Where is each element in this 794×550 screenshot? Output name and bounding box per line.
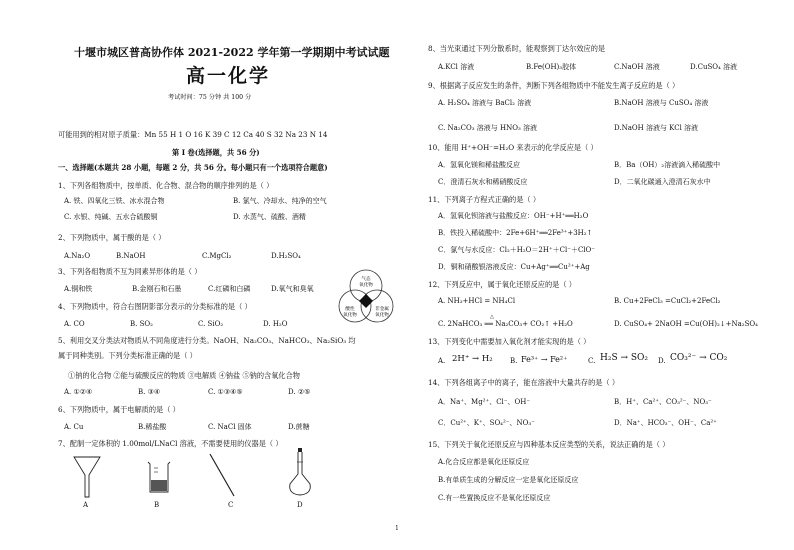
q12-stem: 12、下列反应中，属于氧化还原反应的是（ ） xyxy=(428,280,576,289)
q12-option-a: A. NH₃+HCl = NH₄Cl xyxy=(438,297,516,305)
venn-label-left-2: 氧化物 xyxy=(343,313,357,318)
q3-option-b: B.金刚石和石墨 xyxy=(132,285,182,293)
q7-stem: 7、配制一定体积的 1.00mol/LNaCl 溶液，不需要使用的仪器是（ ） xyxy=(58,439,283,448)
q10-option-c: C．澄清石灰水和稀硝酸反应 xyxy=(438,178,528,186)
q11-option-b: B．铁投入稀硫酸中：2Fe+6H⁺══2Fe³⁺+3H₂↑ xyxy=(438,229,593,237)
q9-option-a: A. H₂SO₄ 溶液与 BaCl₂ 溶液 xyxy=(438,99,532,107)
q9-stem: 9、根据离子反应发生的条件，判断下列各组物质中不能发生离子反应的是（ ） xyxy=(428,81,680,90)
funnel-icon xyxy=(72,455,102,499)
volumetric-flask-icon xyxy=(286,446,314,498)
q1-option-b: B. 氯气、冷却水、纯净的空气 xyxy=(233,197,327,205)
q5-items: ①钠的化合物 ②能与硫酸反应的物质 ③电解质 ④钠盐 ⑤钠的含氧化合物 xyxy=(68,371,300,380)
q14-stem: 14、下列各组离子中的离子，能在溶液中大量共存的是（ ） xyxy=(428,378,620,387)
q4-option-c: C. SiO₂ xyxy=(198,320,224,328)
q6-stem: 6、下列物质中，属于电解质的是（ ） xyxy=(58,405,180,414)
q6-option-d: D.蔗糖 xyxy=(288,423,310,431)
q13-option-b: B. xyxy=(510,357,518,365)
q13-option-c: C. xyxy=(588,357,596,365)
q13-option-a-equation: 2H⁺ → H₂ xyxy=(452,354,493,364)
venn-label-top-2: 氧化物 xyxy=(359,283,373,288)
q3-option-a: A.铜和铁 xyxy=(64,285,93,293)
page-number: 1 xyxy=(395,525,399,532)
q13-option-d-equation: CO₃²⁻ → CO₂ xyxy=(670,353,728,363)
q1-option-c: C. 水银、纯碱、五水合硫酸铜 xyxy=(64,213,158,221)
q5-stem-line2: 属于同种类别。下列分类标准正确的是（ ） xyxy=(58,351,197,360)
q14-option-d: D．Na⁺、HCO₃⁻、OH⁻、Ca²⁺ xyxy=(614,419,717,427)
q5-stem-line1: 5、利用交叉分类法对物质从不同角度进行分类。NaOH、Na₂CO₃、NaHCO₃、Na₂SiO₃ 均 xyxy=(58,336,356,345)
q3-option-c: C.红磷和白磷 xyxy=(208,285,251,293)
q8-option-b: B.Fe(OH)₃胶体 xyxy=(526,63,577,71)
q7-option-b: B xyxy=(154,501,160,509)
section-heading: 第 I 卷(选择题，共 56 分) xyxy=(172,148,260,157)
q1-option-a: A. 铁、四氧化三铁、冰水混合物 xyxy=(64,197,165,205)
q7-option-a: A xyxy=(83,501,89,509)
q7-option-c: C xyxy=(228,501,234,509)
q6-option-c: C. NaCl 固体 xyxy=(208,423,252,431)
q4-option-d: D. H₂O xyxy=(263,320,288,328)
q10-option-d: D．二氧化碳通入澄清石灰水中 xyxy=(614,178,711,186)
atomic-masses: 可能用到的相对原子质量：Mn 55 H 1 O 16 K 39 C 12 Ca 40 S 32 Na 23 N 14 xyxy=(58,130,328,139)
glass-rod-icon xyxy=(208,452,238,498)
beaker-icon xyxy=(146,460,172,494)
q9-option-d: D.NaOH 溶液与 KCl 溶液 xyxy=(614,124,699,132)
q13-stem: 13、下列变化中需要加入氧化剂才能实现的是（ ） xyxy=(428,337,591,346)
q2-option-a: A.Na₂O xyxy=(64,252,91,260)
q1-option-d: D. 水蒸气、硫酸、酒精 xyxy=(233,213,306,221)
q5-option-b: B. ③④ xyxy=(138,388,161,396)
q2-option-d: D.H₂SO₄ xyxy=(271,252,301,260)
q13-option-b-equation: Fe³⁺ → Fe²⁺ xyxy=(521,355,568,364)
q8-option-d: D.CuSO₄ 溶液 xyxy=(690,63,738,71)
subject-title: 高一化学 xyxy=(186,65,271,87)
q12-option-d: D. CuSO₄+ 2NaOH =Cu(OH)₂↓+Na₂SO₄ xyxy=(614,320,758,328)
q2-option-b: B.NaOH xyxy=(116,252,146,260)
q14-option-a: A．Na⁺、Mg²⁺、Cl⁻、OH⁻ xyxy=(438,398,531,406)
q3-stem: 3、下列各组物质不互为同素异形体的是（ ） xyxy=(58,267,202,276)
q8-option-a: A.KCl 溶液 xyxy=(438,63,475,71)
exam-info: 考试时间：75 分钟 共 100 分 xyxy=(168,94,252,101)
q4-stem: 4、下列物质中，符合右图阴影部分表示的分类标准的是（ ） xyxy=(58,302,252,311)
q11-option-a: A．氢氧化钡溶液与盐酸反应：OH⁻+H⁺══H₂O xyxy=(438,212,589,220)
q10-option-b: B．Ba（OH）₂溶液滴入稀硫酸中 xyxy=(614,161,721,169)
q11-option-d: D．铜和硝酸银溶液反应：Cu+Ag⁺══Cu²⁺+Ag xyxy=(438,263,590,271)
q14-option-b: B．H⁺、Ca²⁺、CO₃²⁻、NO₃⁻ xyxy=(614,398,712,406)
exam-title: 十堰市城区普高协作体 2021-2022 学年第一学期期中考试试题 xyxy=(74,46,390,59)
q15-option-c: C.有一些置换反应不是氧化还原反应 xyxy=(438,494,551,502)
q15-stem: 15、下列关于氧化还原反应与四种基本反应类型的关系，说法正确的是（ ） xyxy=(428,440,670,449)
q5-option-d: D. ②⑤ xyxy=(288,388,311,396)
q4-option-a: A. CO xyxy=(64,320,85,328)
q2-option-c: C.MgCl₂ xyxy=(202,252,232,260)
q10-stem: 10、能用 H⁺+OH⁻=H₂O 来表示的化学反应是（ ） xyxy=(428,143,598,152)
venn-label-left-1: 酸性 xyxy=(345,307,355,312)
q12-option-b: B. Cu+2FeCl₃ =CuCl₂+2FeCl₂ xyxy=(614,297,721,305)
venn-label-right-1: 非金属 xyxy=(375,307,389,312)
q15-option-a: A.化合反应都是氧化还原反应 xyxy=(438,458,530,466)
q2-stem: 2、下列物质中，属于酸的是（ ） xyxy=(58,233,166,242)
q15-option-b: B.有单质生成的分解反应一定是氧化还原反应 xyxy=(438,476,579,484)
q8-stem: 8、当光束通过下列分散系时，能观察到丁达尔效应的是 xyxy=(428,44,606,53)
q4-option-b: B. SO₂ xyxy=(130,320,153,328)
q6-option-b: B.稀盐酸 xyxy=(138,423,167,431)
venn-label-top-1: 气态 xyxy=(361,277,371,282)
q9-option-c: C. Na₂CO₃ 溶液与 HNO₃ 溶液 xyxy=(438,124,538,132)
q10-option-a: A．氢氧化镁和稀盐酸反应 xyxy=(438,161,521,169)
q1-stem: 1、下列各组物质中，按单质、化合物、混合物的顺序排列的是（ ） xyxy=(58,181,274,190)
part-instructions: 一、选择题(本题共 28 小题，每题 2 分，共 56 分。每小题只有一个选项符合题意) xyxy=(58,163,328,172)
q13-option-a: A. xyxy=(438,357,446,365)
q7-option-d: D xyxy=(297,501,303,509)
q8-option-c: C.NaOH 溶液 xyxy=(614,63,660,71)
q12-heat-symbol: △ xyxy=(490,314,494,320)
q3-option-d: D.氧气和臭氧 xyxy=(271,285,314,293)
q6-option-a: A. Cu xyxy=(64,423,84,431)
q11-option-c: C．氯气与水反应：Cl₂＋H₂O＝2H⁺＋Cl⁻＋ClO⁻ xyxy=(438,246,595,254)
venn-label-right-2: 氧化物 xyxy=(375,313,389,318)
q13-option-d: D. xyxy=(658,357,666,365)
q5-option-c: C. ①③④⑤ xyxy=(208,388,243,396)
q9-option-b: B.NaOH 溶液与 CuSO₄ 溶液 xyxy=(614,99,709,107)
q12-option-c: C. 2NaHCO₃ ══ Na₂CO₃+ CO₂↑ +H₂O xyxy=(438,320,573,328)
q14-option-c: C．Cu²⁺、K⁺、SO₄²⁻、NO₃⁻ xyxy=(438,419,535,427)
q11-stem: 11、下列离子方程式正确的是（ ） xyxy=(428,195,541,204)
q13-option-c-equation: H₂S → SO₂ xyxy=(600,353,649,363)
q5-option-a: A. ①②④ xyxy=(64,388,93,396)
venn-diagram xyxy=(326,268,406,330)
